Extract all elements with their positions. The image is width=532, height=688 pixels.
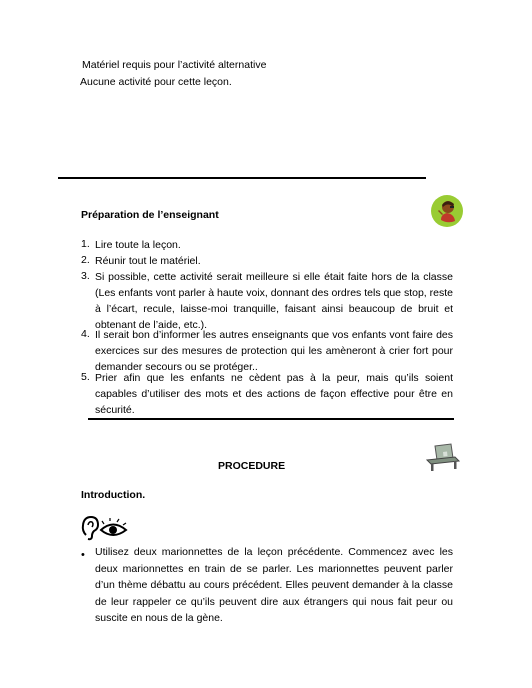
list-number-5: 5. bbox=[81, 371, 90, 383]
list-number-1: 1. bbox=[81, 238, 90, 250]
procedure-heading: PROCEDURE bbox=[218, 460, 286, 472]
bullet-text: Utilisez deux marionnettes de la leçon précédente. Commencez avec les deux marionnettes en train de se parler. Les marionnettes peuvent parler d’un thème débattu au cours précédent. Elles peuvent demander à la classe de leur rappeler ce qu’ils peuvent dire aux étrangers qui nous fait peur ou suscite en nous de la gène. bbox=[95, 546, 453, 624]
divider-2 bbox=[88, 418, 454, 420]
materials-line-1: Matériel requis pour l’activité alternative bbox=[82, 59, 267, 71]
list-item-3: Si possible, cette activité serait meilleure si elle était faite hors de la classe (Les enfants vont parler à haute voix, donnant des ordres tels que stop, reste à l’écart, recule, laisse-moi tranquille, faisant ainsi beaucoup de bruit et obtenant de l’aide, etc.). bbox=[95, 271, 453, 331]
list-item-4: Il serait bon d’informer les autres enseignants que vos enfants vont faire des exercices sur des mesures de protection qui les amèneront à crier fort pour demander secours ou se protéger.. bbox=[95, 329, 453, 373]
bullet-marker: • bbox=[81, 549, 85, 561]
list-item-1: Lire toute la leçon. bbox=[95, 239, 181, 251]
list-number-2: 2. bbox=[81, 254, 90, 266]
list-number-3: 3. bbox=[81, 270, 90, 282]
list-item-2: Réunir tout le matériel. bbox=[95, 255, 201, 267]
teacher-icon bbox=[430, 194, 464, 228]
list-item-5: Prier afin que les enfants ne cèdent pas à la peur, mais qu’ils soient capables d’utiliser des mots et des actions de façon effective pour être en sécurité. bbox=[95, 372, 453, 416]
materials-line-2: Aucune activité pour cette leçon. bbox=[80, 76, 232, 88]
divider-1 bbox=[58, 177, 426, 179]
preparation-title: Préparation de l’enseignant bbox=[81, 209, 219, 221]
introduction-heading: Introduction. bbox=[81, 489, 146, 501]
desk-icon bbox=[421, 442, 463, 472]
list-number-4: 4. bbox=[81, 328, 90, 340]
ear-eye-icon bbox=[80, 515, 130, 541]
